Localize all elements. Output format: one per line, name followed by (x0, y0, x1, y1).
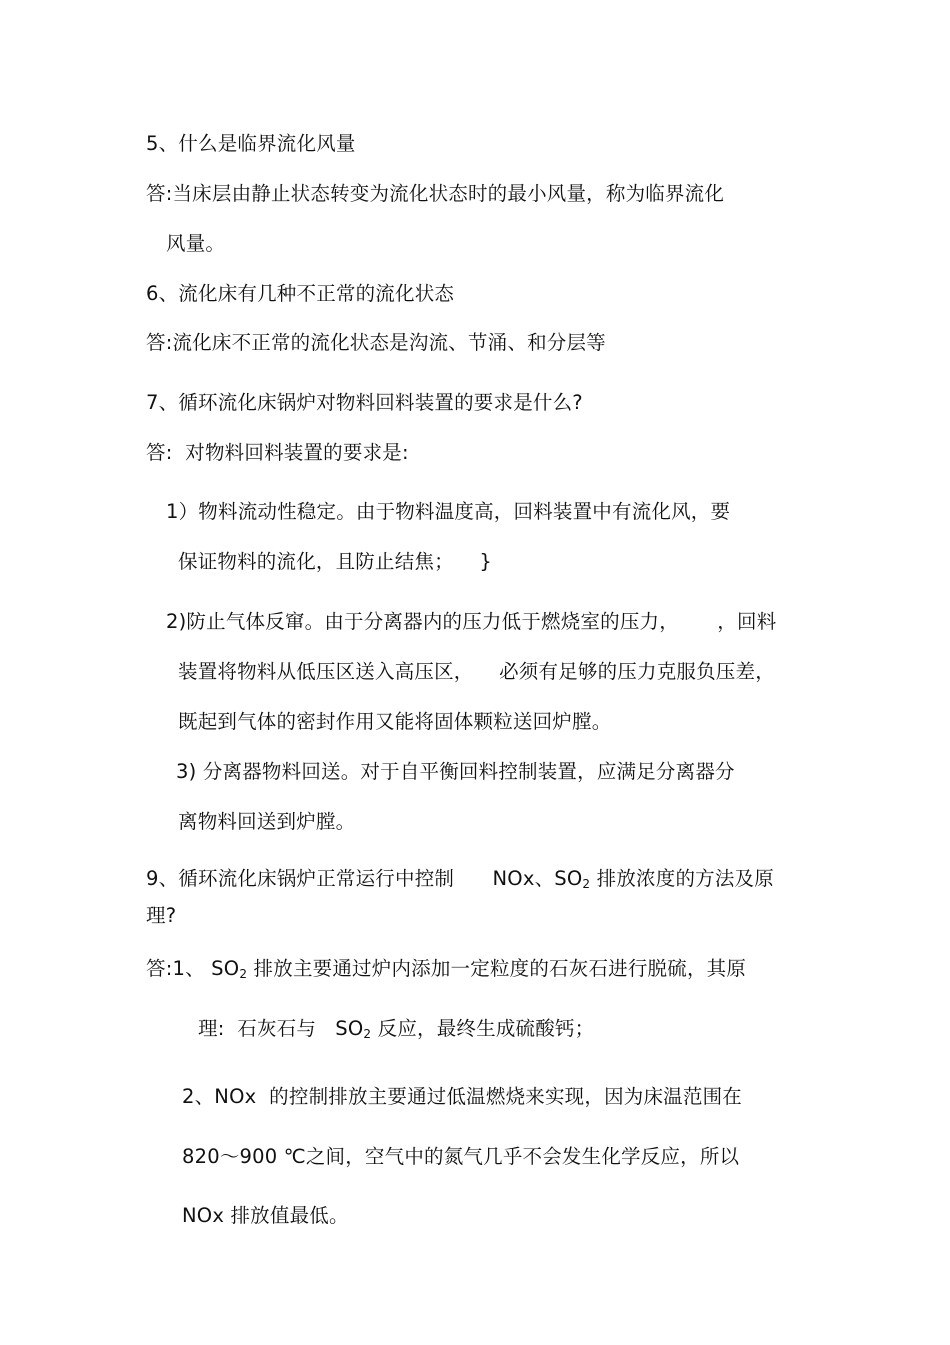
answer-5-line-1: 答:当床层由静止状态转变为流化状态时的最小风量，称为临界流化 (146, 182, 725, 205)
answer-7-item-1-line-1: 1）物料流动性稳定。由于物料温度高，回料装置中有流化风，要 (166, 500, 731, 523)
question-7: 7、循环流化床锅炉对物料回料装置的要求是什么? (146, 391, 583, 414)
answer-7-item-2-line-1: 2)防止气体反窜。由于分离器内的压力低于燃烧室的压力， ，回料 (166, 610, 777, 633)
question-9-line-1: 9、循环流化床锅炉正常运行中控制 NOx、$SO_2$ 排放浓度的方法及原 (146, 867, 774, 891)
answer-7-item-2-line-3: 既起到气体的密封作用又能将固体颗粒送回炉膛。 (178, 710, 612, 733)
answer-7-item-3-line-2: 离物料回送到炉膛。 (178, 810, 356, 833)
answer-7-item-2-line-2: 装置将物料从低压区送入高压区， 必须有足够的压力克服负压差， (178, 660, 775, 683)
answer-5-line-2: 风量。 (166, 232, 226, 255)
question-5: 5、什么是临界流化风量 (146, 132, 356, 155)
answer-6: 答:流化床不正常的流化状态是沟流、节涌、和分层等 (146, 331, 606, 354)
answer-9-part-1-line-2: 理: 石灰石与 $SO_2$ 反应，最终生成硫酸钙； (198, 1017, 595, 1041)
answer-7-item-1-line-2: 保证物料的流化，且防止结焦； } (178, 550, 493, 573)
question-9-line-2: 理? (146, 904, 177, 927)
answer-7-intro: 答: 对物料回料装置的要求是: (146, 441, 409, 464)
answer-9-part-2-line-3: NOx 排放值最低。 (182, 1204, 349, 1227)
question-6: 6、流化床有几种不正常的流化状态 (146, 282, 455, 305)
answer-9-part-2-line-2: 820～900 ℃之间，空气中的氮气几乎不会发生化学反应，所以 (182, 1145, 740, 1168)
answer-9-part-1-line-1: 答:1、 $SO_2$ 排放主要通过炉内添加一定粒度的石灰石进行脱硫，其原 (146, 957, 747, 981)
answer-9-part-2-line-1: 2、NOx 的控制排放主要通过低温燃烧来实现，因为床温范围在 (182, 1085, 742, 1108)
answer-7-item-3-line-1: 3) 分离器物料回送。对于自平衡回料控制装置，应满足分离器分 (176, 760, 735, 783)
